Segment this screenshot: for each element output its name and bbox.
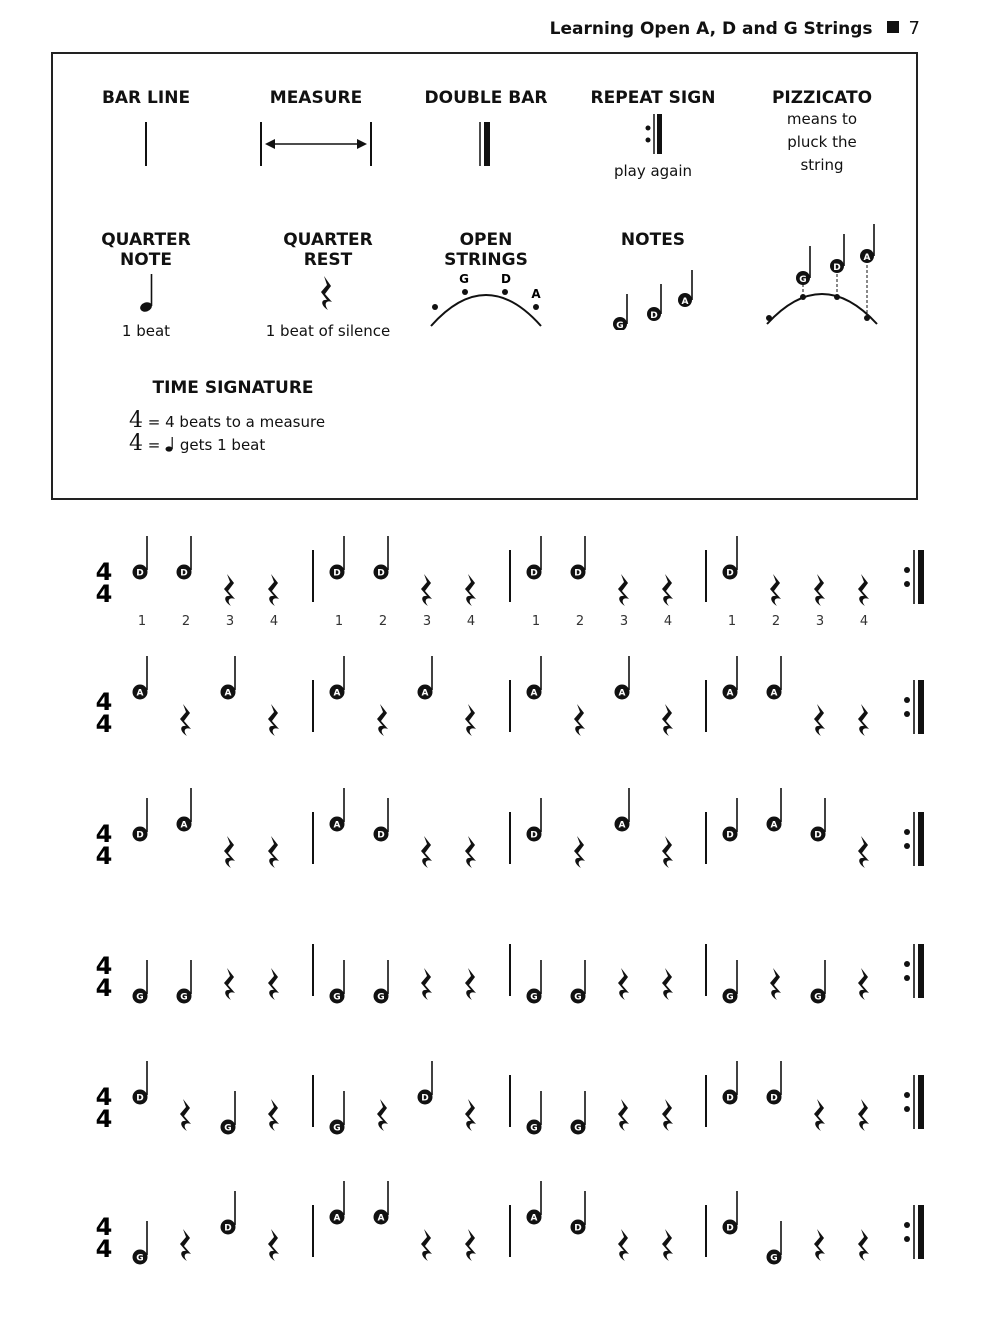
quarter-rest xyxy=(662,574,673,606)
note-g-label: G xyxy=(616,321,624,330)
glossary-quarter-note xyxy=(73,230,219,343)
double-bar-thick xyxy=(918,812,924,866)
svg-text:A: A xyxy=(333,1213,341,1224)
repeat-dot xyxy=(904,1236,910,1242)
repeat-dot xyxy=(904,843,910,849)
measure-arrow-icon xyxy=(243,108,389,168)
glossary-notes xyxy=(573,230,733,334)
quarter-rest xyxy=(574,704,585,736)
quarter-rest xyxy=(465,1099,476,1131)
note-d xyxy=(374,798,389,842)
quarter-rest xyxy=(814,574,825,606)
note-a xyxy=(330,1181,345,1225)
svg-text:A: A xyxy=(136,688,144,699)
time-signature-top: 4 xyxy=(95,558,113,586)
repeat-dot xyxy=(904,1106,910,1112)
note-a xyxy=(177,788,192,832)
note-d xyxy=(527,798,542,842)
svg-text:D: D xyxy=(421,1093,429,1104)
time-signature-bottom: 4 xyxy=(95,1105,113,1133)
quarter-rest xyxy=(465,1229,476,1261)
measure-title: MEASURE xyxy=(269,88,363,108)
note-d xyxy=(571,1191,586,1235)
pizzicato-title: PIZZICATO xyxy=(771,88,873,108)
square-bullet-icon xyxy=(887,21,899,33)
beat-count: 4 xyxy=(859,614,869,629)
svg-text:D: D xyxy=(814,830,822,841)
quarter-rest xyxy=(377,1099,388,1131)
note-d xyxy=(330,536,345,580)
quarter-rest xyxy=(465,968,476,1000)
note-d xyxy=(133,798,148,842)
quarter-rest xyxy=(180,1099,191,1131)
svg-text:D: D xyxy=(530,568,538,579)
svg-text:A: A xyxy=(726,688,734,699)
open-string-a-label: A xyxy=(531,287,541,301)
repeat-dot xyxy=(904,1092,910,1098)
double-bar-title: DOUBLE BAR xyxy=(424,88,548,108)
repeat-dot xyxy=(904,975,910,981)
note-g xyxy=(571,960,586,1004)
exercise-line xyxy=(96,1061,924,1135)
time-signature-bottom: 4 xyxy=(95,842,113,870)
pizzicato-desc-3: string xyxy=(800,156,844,174)
repeat-dot xyxy=(904,711,910,717)
glossary-time-signature xyxy=(73,378,393,456)
svg-text:D: D xyxy=(833,263,841,273)
quarter-rest xyxy=(224,836,235,868)
note-g xyxy=(527,1091,542,1135)
exercise-line xyxy=(96,1181,924,1265)
svg-text:A: A xyxy=(618,820,626,831)
quarter-rest xyxy=(268,574,279,606)
page-header xyxy=(0,18,920,39)
svg-text:A: A xyxy=(530,1213,538,1224)
quarter-rest xyxy=(814,1099,825,1131)
beat-count: 3 xyxy=(225,614,235,629)
repeat-dot xyxy=(904,961,910,967)
small-quarter-note-icon xyxy=(165,436,175,452)
quarter-rest xyxy=(858,1229,869,1261)
svg-text:D: D xyxy=(136,568,144,579)
repeat-sign-icon xyxy=(573,108,733,156)
svg-text:D: D xyxy=(726,1223,734,1234)
quarter-rest xyxy=(662,704,673,736)
svg-text:D: D xyxy=(333,568,341,579)
svg-text:G: G xyxy=(574,1123,582,1134)
quarter-rest xyxy=(465,704,476,736)
quarter-rest xyxy=(618,1099,629,1131)
open-string-g-label: G xyxy=(459,272,469,286)
quarter-rest xyxy=(618,1229,629,1261)
quarter-rest xyxy=(465,836,476,868)
quarter-rest xyxy=(268,1229,279,1261)
svg-text:G: G xyxy=(799,275,807,285)
quarter-rest xyxy=(224,968,235,1000)
time-signature-line-1: 4 = 4 beats to a measure xyxy=(129,408,326,433)
note-g xyxy=(527,960,542,1004)
quarter-rest-desc: 1 beat of silence xyxy=(265,322,391,340)
note-a xyxy=(615,656,630,700)
note-a xyxy=(133,656,148,700)
quarter-rest xyxy=(377,704,388,736)
quarter-rest xyxy=(574,836,585,868)
bar-line-icon xyxy=(73,108,219,168)
note-d xyxy=(374,536,389,580)
beat-count: 2 xyxy=(771,614,781,629)
svg-text:A: A xyxy=(421,688,429,699)
svg-text:A: A xyxy=(863,253,871,263)
quarter-rest xyxy=(180,704,191,736)
beat-count: 1 xyxy=(531,614,541,629)
note-d xyxy=(418,1061,433,1105)
note-d xyxy=(527,536,542,580)
beat-count: 1 xyxy=(334,614,344,629)
note-a xyxy=(374,1181,389,1225)
svg-text:G: G xyxy=(136,1253,144,1264)
time-signature-top: 4 xyxy=(95,952,113,980)
time-signature-line-2: 4 = gets 1 beat xyxy=(129,431,266,456)
svg-text:D: D xyxy=(136,1093,144,1104)
open-strings-title-1: OPEN xyxy=(459,230,513,250)
quarter-rest-title-1: QUARTER xyxy=(283,230,373,250)
beat-count: 1 xyxy=(137,614,147,629)
glossary-quarter-rest xyxy=(243,230,413,343)
repeat-sign-title: REPEAT SIGN xyxy=(590,88,716,108)
quarter-rest xyxy=(224,574,235,606)
svg-text:A: A xyxy=(530,688,538,699)
repeat-dot xyxy=(904,697,910,703)
time-signature-top: 4 xyxy=(95,820,113,848)
quarter-rest xyxy=(180,1229,191,1261)
note-g xyxy=(177,960,192,1004)
beat-count: 2 xyxy=(575,614,585,629)
quarter-rest xyxy=(465,574,476,606)
quarter-rest-title-2: REST xyxy=(303,250,353,270)
svg-text:D: D xyxy=(726,1093,734,1104)
quarter-rest xyxy=(662,1229,673,1261)
quarter-rest xyxy=(268,1099,279,1131)
note-a xyxy=(527,656,542,700)
time-signature-bottom: 4 xyxy=(95,1235,113,1263)
time-signature-top: 4 xyxy=(95,1083,113,1111)
page-title: Learning Open A, D and G Strings xyxy=(549,19,873,39)
double-bar-thick xyxy=(918,550,924,604)
quarter-rest xyxy=(268,968,279,1000)
repeat-dot xyxy=(904,581,910,587)
exercise-line xyxy=(96,788,924,870)
quarter-rest xyxy=(858,574,869,606)
note-d xyxy=(723,798,738,842)
note-d-label: D xyxy=(650,311,658,321)
open-strings-title-2: STRINGS xyxy=(444,250,528,270)
note-d xyxy=(767,1061,782,1105)
pizzicato-desc-2: pluck the xyxy=(787,133,857,151)
svg-text:A: A xyxy=(770,688,778,699)
glossary-repeat-sign xyxy=(573,88,733,183)
quarter-rest xyxy=(421,836,432,868)
note-a xyxy=(615,788,630,832)
svg-text:G: G xyxy=(574,992,582,1003)
exercise-lines xyxy=(0,510,985,1310)
svg-text:G: G xyxy=(224,1123,232,1134)
svg-text:G: G xyxy=(377,992,385,1003)
note-a xyxy=(221,656,236,700)
quarter-rest xyxy=(421,1229,432,1261)
beat-count: 2 xyxy=(181,614,191,629)
glossary-bar-line xyxy=(73,88,219,172)
quarter-rest xyxy=(858,836,869,868)
quarter-note-icon xyxy=(73,270,219,316)
svg-text:A: A xyxy=(224,688,232,699)
svg-text:D: D xyxy=(180,568,188,579)
time-signature-bottom: 4 xyxy=(95,974,113,1002)
quarter-rest xyxy=(268,704,279,736)
beat-count: 4 xyxy=(466,614,476,629)
quarter-note-title-2: NOTE xyxy=(120,250,172,270)
note-g xyxy=(723,960,738,1004)
quarter-rest-icon xyxy=(243,270,413,316)
svg-text:A: A xyxy=(180,820,188,831)
repeat-dot xyxy=(904,567,910,573)
note-g xyxy=(330,960,345,1004)
beat-count: 3 xyxy=(815,614,825,629)
beat-count: 4 xyxy=(269,614,279,629)
quarter-rest xyxy=(618,574,629,606)
quarter-rest xyxy=(858,968,869,1000)
svg-text:D: D xyxy=(224,1223,232,1234)
double-bar-thick xyxy=(918,1205,924,1259)
svg-text:G: G xyxy=(814,992,822,1003)
quarter-rest xyxy=(814,1229,825,1261)
note-a xyxy=(418,656,433,700)
double-bar-thick xyxy=(918,680,924,734)
note-a xyxy=(527,1181,542,1225)
quarter-rest xyxy=(770,574,781,606)
quarter-rest xyxy=(268,836,279,868)
quarter-rest xyxy=(421,968,432,1000)
svg-text:A: A xyxy=(770,820,778,831)
glossary-open-strings xyxy=(413,230,559,334)
svg-text:D: D xyxy=(377,830,385,841)
glossary-box xyxy=(51,52,918,500)
svg-text:D: D xyxy=(726,568,734,579)
quarter-rest xyxy=(858,704,869,736)
svg-text:D: D xyxy=(726,830,734,841)
exercise-line xyxy=(96,536,924,629)
note-d xyxy=(571,536,586,580)
note-a xyxy=(767,788,782,832)
note-g xyxy=(330,1091,345,1135)
time-signature-explanation xyxy=(129,410,393,456)
note-g xyxy=(133,960,148,1004)
time-signature-top: 4 xyxy=(95,688,113,716)
quarter-rest xyxy=(662,1099,673,1131)
note-d xyxy=(811,798,826,842)
quarter-rest xyxy=(814,704,825,736)
note-a xyxy=(723,656,738,700)
repeat-sign-desc: play again xyxy=(613,162,693,180)
beat-count: 4 xyxy=(663,614,673,629)
double-bar-thick xyxy=(918,944,924,998)
glossary-double-bar xyxy=(413,88,559,172)
note-d xyxy=(133,536,148,580)
double-bar-icon xyxy=(413,108,559,168)
svg-text:G: G xyxy=(333,992,341,1003)
note-d xyxy=(221,1191,236,1235)
svg-text:D: D xyxy=(136,830,144,841)
svg-text:D: D xyxy=(530,830,538,841)
open-strings-arc-icon xyxy=(413,270,559,330)
quarter-rest xyxy=(770,968,781,1000)
note-g xyxy=(571,1091,586,1135)
repeat-dot xyxy=(904,829,910,835)
note-g xyxy=(133,1221,148,1265)
exercise-line xyxy=(96,944,924,1004)
time-signature-bottom: 4 xyxy=(95,580,113,608)
note-a xyxy=(330,788,345,832)
beat-count: 3 xyxy=(619,614,629,629)
note-d xyxy=(177,536,192,580)
note-a xyxy=(330,656,345,700)
quarter-rest xyxy=(858,1099,869,1131)
quarter-rest xyxy=(618,968,629,1000)
svg-text:D: D xyxy=(574,1223,582,1234)
svg-text:G: G xyxy=(530,992,538,1003)
svg-text:A: A xyxy=(333,688,341,699)
note-d xyxy=(723,1191,738,1235)
notes-icon xyxy=(573,250,733,330)
beat-count: 3 xyxy=(422,614,432,629)
quarter-rest xyxy=(662,836,673,868)
note-g xyxy=(221,1091,236,1135)
note-g xyxy=(811,960,826,1004)
pizzicato-desc-1: means to xyxy=(786,110,858,128)
note-d xyxy=(723,1061,738,1105)
double-bar-thick xyxy=(918,1075,924,1129)
time-signature-title: TIME SIGNATURE xyxy=(152,378,314,398)
note-a-label: A xyxy=(681,297,689,307)
svg-text:G: G xyxy=(770,1253,778,1264)
glossary-measure xyxy=(243,88,389,172)
quarter-note-desc: 1 beat xyxy=(121,322,171,340)
quarter-rest xyxy=(662,968,673,1000)
note-d xyxy=(723,536,738,580)
beat-count: 1 xyxy=(727,614,737,629)
page-number: 7 xyxy=(908,18,920,39)
notes-title: NOTES xyxy=(620,230,686,250)
svg-text:G: G xyxy=(136,992,144,1003)
glossary-strings-notes-diagram xyxy=(749,216,895,344)
repeat-dot xyxy=(904,1222,910,1228)
strings-to-notes-diagram xyxy=(749,216,895,340)
beat-count: 2 xyxy=(378,614,388,629)
svg-text:A: A xyxy=(377,1213,385,1224)
svg-text:A: A xyxy=(333,820,341,831)
svg-text:A: A xyxy=(618,688,626,699)
svg-text:G: G xyxy=(726,992,734,1003)
time-signature-top: 4 xyxy=(95,1213,113,1241)
note-g xyxy=(374,960,389,1004)
svg-text:G: G xyxy=(333,1123,341,1134)
note-d xyxy=(133,1061,148,1105)
bar-line-title: BAR LINE xyxy=(101,88,191,108)
glossary-pizzicato xyxy=(749,88,895,177)
open-string-d-label: D xyxy=(501,272,511,286)
time-signature-bottom: 4 xyxy=(95,710,113,738)
exercise-line xyxy=(96,656,924,738)
quarter-note-title-1: QUARTER xyxy=(101,230,191,250)
svg-text:D: D xyxy=(770,1093,778,1104)
svg-text:G: G xyxy=(530,1123,538,1134)
quarter-rest xyxy=(421,574,432,606)
note-a xyxy=(767,656,782,700)
svg-text:G: G xyxy=(180,992,188,1003)
svg-text:D: D xyxy=(574,568,582,579)
svg-text:D: D xyxy=(377,568,385,579)
note-g xyxy=(767,1221,782,1265)
